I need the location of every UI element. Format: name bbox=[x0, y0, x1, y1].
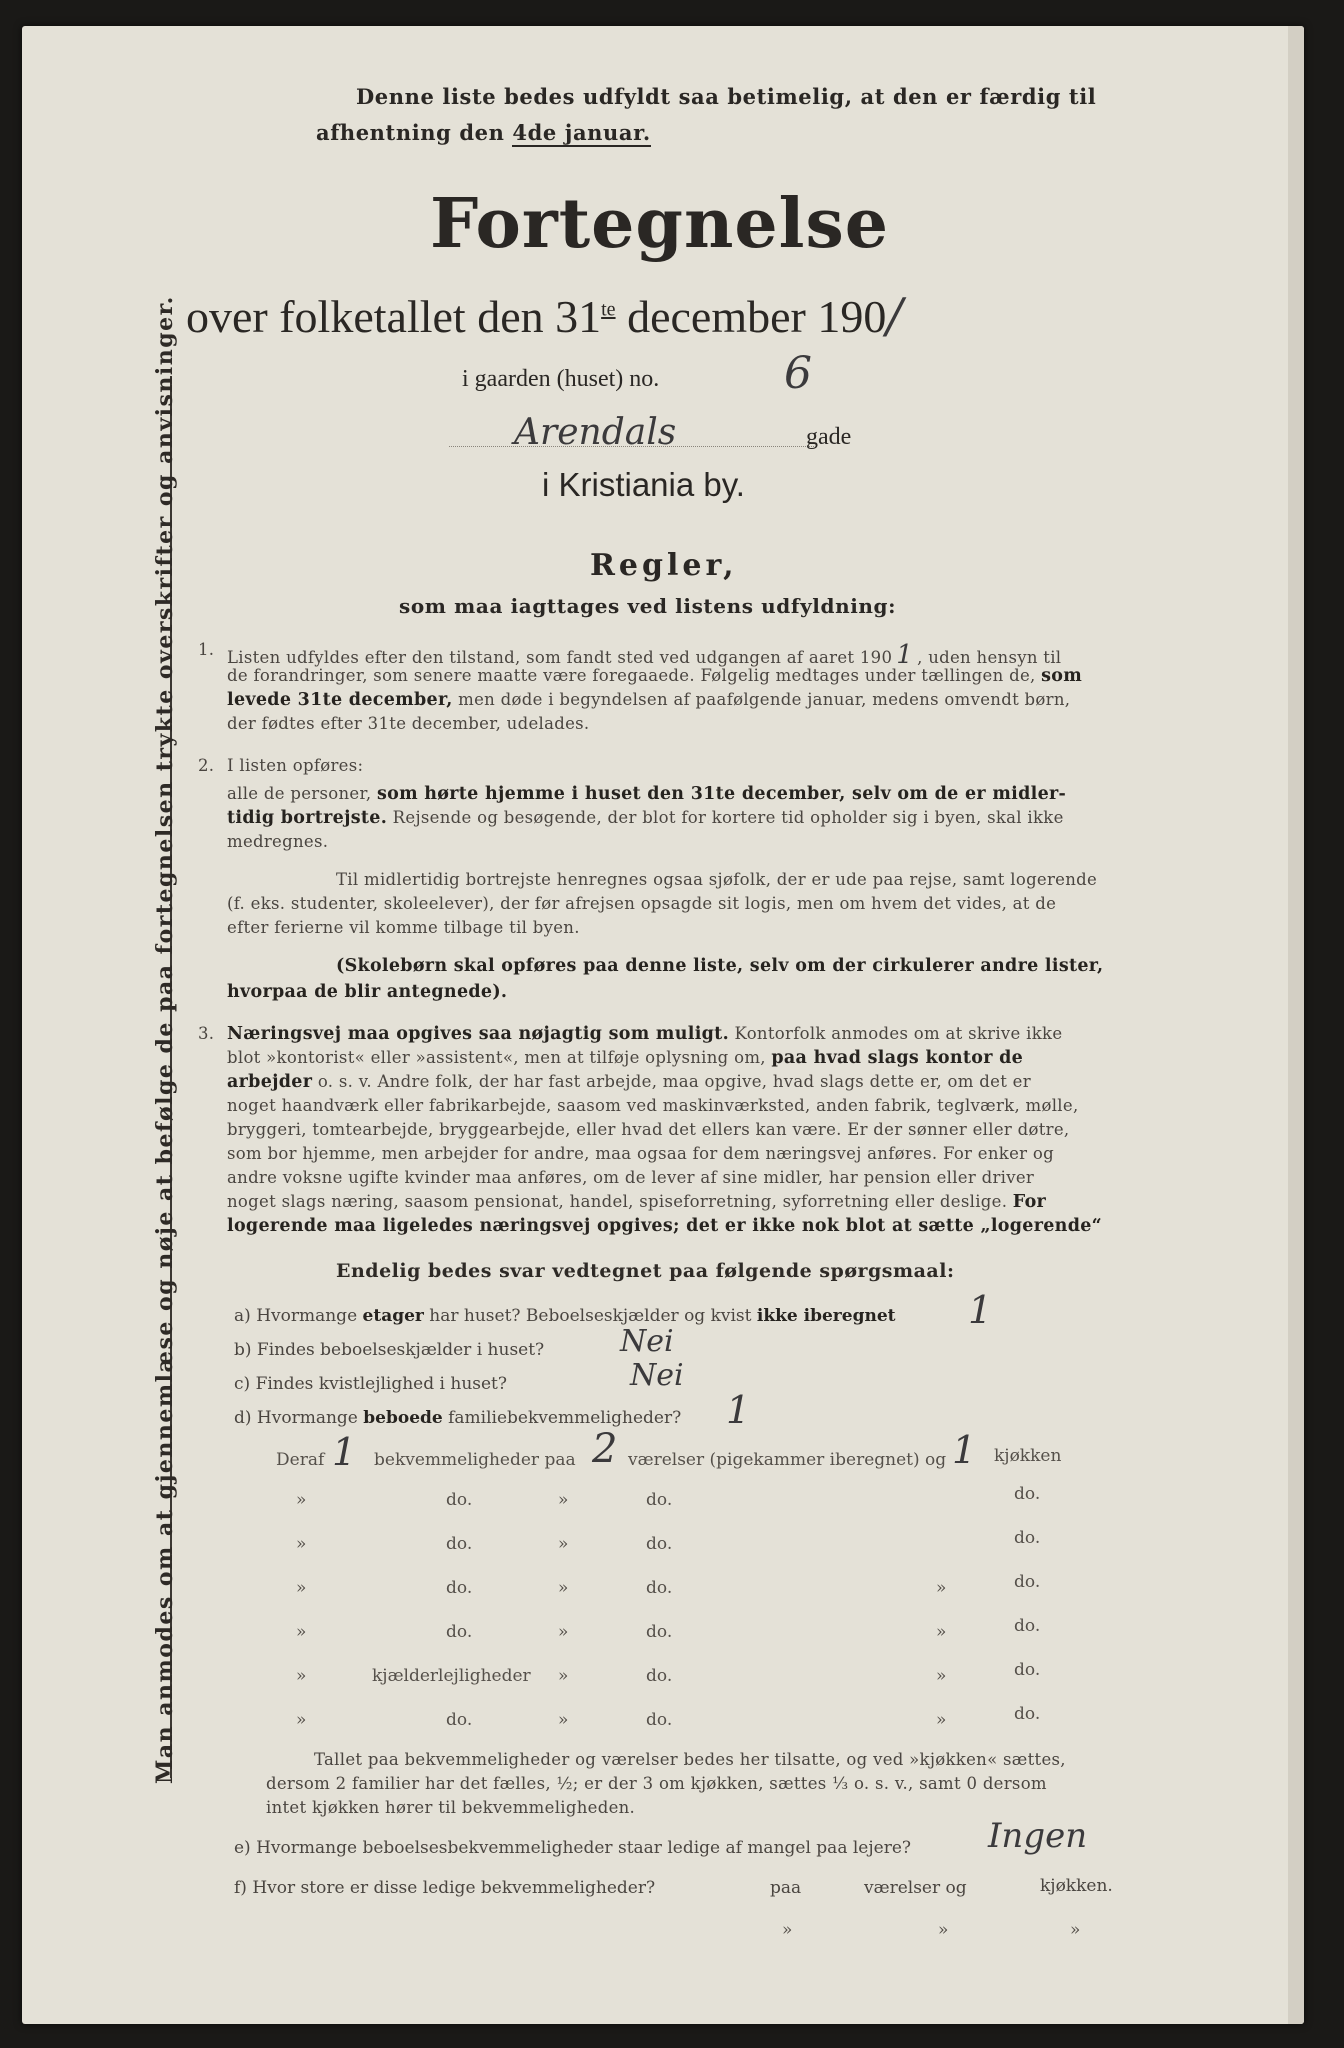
row-f-quote-1: » bbox=[782, 1920, 793, 1940]
question-f bbox=[234, 1878, 655, 1898]
census-form-sheet bbox=[22, 26, 1304, 2024]
row-4-quote: » bbox=[296, 1622, 307, 1642]
question-f-paa: paa bbox=[770, 1878, 802, 1898]
question-e-label: e) bbox=[234, 1838, 251, 1858]
rule-3-l1a: Næringsvej maa opgives saa nøjagtig som muligt. bbox=[227, 1024, 729, 1044]
deraf-count: 1 bbox=[332, 1430, 357, 1474]
rule-2-number: 2. bbox=[198, 756, 215, 775]
row-3-quote-3: » bbox=[936, 1578, 947, 1598]
question-f-text: Hvor store er disse ledige bekvemmeligheder? bbox=[252, 1878, 656, 1898]
question-d-pre: Hvormange bbox=[256, 1408, 358, 1428]
paper-edge bbox=[1288, 26, 1304, 2024]
rule-1-l3b: men døde i begyndelsen af paafølgende januar, medens omvendt børn, bbox=[458, 690, 1071, 709]
rule-2-line-1 bbox=[227, 784, 1066, 804]
rule-2-line-3: medregnes. bbox=[227, 832, 329, 851]
question-b bbox=[234, 1340, 544, 1360]
row-6-do-3: do. bbox=[1014, 1704, 1041, 1724]
rule-2-l7: (Skolebørn skal opføres paa denne liste, selv om der cirkulerer andre lister, bbox=[336, 956, 1104, 976]
row-5-quote-2: » bbox=[558, 1666, 569, 1686]
question-c-label: c) bbox=[234, 1374, 251, 1394]
row-1-quote: » bbox=[296, 1490, 307, 1510]
row-3-quote: » bbox=[296, 1578, 307, 1598]
rule-2-l2b: Rejsende og besøgende, der blot for kortere tid opholder sig i byen, skal ikke bbox=[392, 808, 1064, 827]
note-line-2: dersom 2 familier har det fælles, ½; er der 3 om kjøkken, sættes ⅓ o. s. v., samt 0 dersom bbox=[266, 1774, 1047, 1793]
row-5-do-3: do. bbox=[1014, 1660, 1041, 1680]
rule-1-l2b: som bbox=[1041, 666, 1083, 686]
question-a-pre: Hvormange bbox=[256, 1306, 358, 1326]
subtitle bbox=[186, 288, 903, 344]
rule-1-text: Listen udfyldes efter den tilstand, som fandt sted ved udgangen af aaret 190 bbox=[227, 648, 893, 667]
rule-2-line-6: efter ferierne vil komme tilbage til byen. bbox=[227, 918, 580, 937]
row-5-do-2: do. bbox=[646, 1666, 673, 1686]
deraf-label: Deraf bbox=[276, 1450, 325, 1470]
rule-3-l2a: blot »kontorist« eller »assistent«, men at tilføje oplysning om, bbox=[227, 1048, 766, 1067]
rule-2-line-5: (f. eks. studenter, skoleelever), der før afrejsen opsagde sit logis, men om hvem det vides, at de bbox=[227, 894, 1057, 913]
question-a bbox=[234, 1306, 896, 1326]
rule-2-line-7 bbox=[336, 956, 1103, 976]
row-6-quote-2: » bbox=[558, 1710, 569, 1730]
rule-2-line-4: Til midlertidig bortrejste henregnes ogsaa sjøfolk, der er ude paa rejse, samt logerende bbox=[336, 870, 1098, 889]
rule-2-intro: I listen opføres: bbox=[227, 756, 364, 775]
deraf-kitchens: 1 bbox=[952, 1428, 977, 1472]
rule-1-line-4: der fødtes efter 31te december, udelades. bbox=[227, 714, 590, 733]
rule-3-line-8 bbox=[227, 1192, 1046, 1212]
rule-3-l1b: Kontorfolk anmodes om at skrive ikke bbox=[734, 1024, 1063, 1043]
row-5-kjaelder: kjælderlejligheder bbox=[372, 1666, 531, 1686]
row-6-quote-3: » bbox=[936, 1710, 947, 1730]
row-5-quote-3: » bbox=[936, 1666, 947, 1686]
gaard-label: i gaarden (huset) no. bbox=[462, 366, 660, 392]
answer-d: 1 bbox=[726, 1388, 751, 1432]
rule-3-l9: logerende maa ligeledes næringsvej opgives; det er ikke nok blot at sætte „logerende“ bbox=[227, 1216, 1103, 1236]
rule-3-l2b: paa hvad slags kontor de bbox=[771, 1048, 1024, 1068]
rules-heading: Regler, bbox=[590, 548, 738, 583]
rule-1-line-3 bbox=[227, 690, 1070, 710]
rule-2-line-2 bbox=[227, 808, 1064, 828]
question-f-kjokken: kjøkken. bbox=[1040, 1876, 1113, 1896]
subtitle-prefix: over folketallet den 31 bbox=[186, 291, 602, 342]
question-d-label: d) bbox=[234, 1408, 252, 1428]
row-2-do-1: do. bbox=[446, 1534, 473, 1554]
answer-c: Nei bbox=[630, 1358, 684, 1393]
rule-2-l1a: alle de personer, bbox=[227, 784, 372, 803]
street-name: Arendals bbox=[514, 412, 677, 453]
question-e bbox=[234, 1838, 911, 1858]
note-line-3: intet kjøkken hører til bekvemmeligheden. bbox=[266, 1798, 636, 1817]
row-4-do-2: do. bbox=[646, 1622, 673, 1642]
rule-3-l3b: o. s. v. Andre folk, der har fast arbejde, maa opgive, hvad slags dette er, om det er bbox=[317, 1072, 1031, 1091]
rule-1-year-digit: 1 bbox=[896, 640, 914, 670]
notice-line-2-prefix: afhentning den bbox=[316, 120, 505, 145]
row-2-quote-2: » bbox=[558, 1534, 569, 1554]
question-a-bold: etager bbox=[362, 1306, 424, 1326]
subtitle-sup: te bbox=[601, 298, 616, 321]
question-c-text: Findes kvistlejlighed i huset? bbox=[255, 1374, 508, 1394]
answer-b: Nei bbox=[620, 1324, 674, 1359]
rule-1-l3a: levede 31te december, bbox=[227, 690, 453, 710]
row-1-quote-2: » bbox=[558, 1490, 569, 1510]
answer-a: 1 bbox=[968, 1288, 993, 1332]
rule-3-line-6: som bor hjemme, men arbejder for andre, maa ogsaa for dem næringsvej anføres. For enker og bbox=[227, 1144, 1054, 1163]
question-a-mid: har huset? Beboelseskjælder og kvist bbox=[429, 1306, 752, 1326]
rule-2-l8: hvorpaa de blir antegnede). bbox=[227, 982, 508, 1002]
questions-heading: Endelig bedes svar vedtegnet paa følgende spørgsmaal: bbox=[336, 1260, 955, 1282]
row-3-do-1: do. bbox=[446, 1578, 473, 1598]
year-digit-handwritten: / bbox=[886, 288, 903, 344]
question-f-vaer: værelser og bbox=[864, 1878, 967, 1898]
note-line-1: Tallet paa bekvemmeligheder og værelser bedes her tilsatte, og ved »kjøkken« sættes, bbox=[314, 1750, 1066, 1769]
row-2-quote: » bbox=[296, 1534, 307, 1554]
house-number: 6 bbox=[784, 348, 812, 399]
rule-3-number: 3. bbox=[198, 1024, 215, 1043]
notice-line-1: Denne liste bedes udfyldt saa betimelig, at den er færdig til bbox=[356, 84, 1097, 109]
page-title: Fortegnelse bbox=[430, 184, 890, 264]
row-3-do-2: do. bbox=[646, 1578, 673, 1598]
row-4-quote-3: » bbox=[936, 1622, 947, 1642]
row-f-quote-2: » bbox=[938, 1920, 949, 1940]
rule-2-l1b: som hørte hjemme i huset den 31te december, selv om de er midler- bbox=[376, 784, 1067, 804]
rule-1-number: 1. bbox=[198, 640, 215, 659]
rule-1-text-end: , uden hensyn til bbox=[917, 648, 1062, 667]
rule-2-l2a: tidig bortrejste. bbox=[227, 808, 388, 828]
row-5-quote: » bbox=[296, 1666, 307, 1686]
deraf-bekv: bekvemmeligheder paa bbox=[374, 1450, 576, 1470]
row-6-do-1: do. bbox=[446, 1710, 473, 1730]
rule-3-line-9 bbox=[227, 1216, 1102, 1236]
question-d-bold: beboede bbox=[363, 1408, 443, 1428]
deraf-kjokken: kjøkken bbox=[994, 1446, 1062, 1466]
row-2-do-2: do. bbox=[646, 1534, 673, 1554]
row-1-do-1: do. bbox=[446, 1490, 473, 1510]
row-2-do-3: do. bbox=[1014, 1528, 1041, 1548]
row-1-do-3: do. bbox=[1014, 1484, 1041, 1504]
side-instruction-note: Man anmodes om at gjennemlæse og nøje at befølge de paa fortegnelsen trykte overskrifter og anvisninger. bbox=[152, 295, 178, 1784]
question-b-text: Findes beboelseskjælder i huset? bbox=[256, 1340, 545, 1360]
rule-2-line-8 bbox=[227, 982, 507, 1002]
deraf-rooms: 2 bbox=[592, 1426, 618, 1472]
rules-subheading: som maa iagttages ved listens udfyldning: bbox=[399, 594, 897, 618]
rule-3-line-5: bryggeri, tomtearbejde, bryggearbejde, eller hvad det ellers kan være. Er der sønner eller døtre, bbox=[227, 1120, 1070, 1139]
notice-line-2 bbox=[316, 120, 651, 145]
rule-3-line-2 bbox=[227, 1048, 1023, 1068]
rule-3-line-4: noget haandværk eller fabrikarbejde, saasom ved maskinværksted, anden fabrik, teglværk, mølle, bbox=[227, 1096, 1079, 1115]
row-4-do-3: do. bbox=[1014, 1616, 1041, 1636]
question-f-label: f) bbox=[234, 1878, 247, 1898]
row-4-do-1: do. bbox=[446, 1622, 473, 1642]
question-b-label: b) bbox=[234, 1340, 252, 1360]
rule-3-line-3 bbox=[227, 1072, 1031, 1092]
row-6-quote: » bbox=[296, 1710, 307, 1730]
row-6-do-2: do. bbox=[646, 1710, 673, 1730]
rule-3-line-1 bbox=[227, 1024, 1062, 1044]
question-d-post: familiebekvemmeligheder? bbox=[448, 1408, 682, 1428]
question-c bbox=[234, 1374, 507, 1394]
question-d bbox=[234, 1408, 681, 1428]
rule-3-l8a: noget slags næring, saasom pensionat, handel, spiseforretning, syforretning eller deslige. bbox=[227, 1192, 1008, 1211]
row-1-do-2: do. bbox=[646, 1490, 673, 1510]
notice-date: 4de januar. bbox=[512, 120, 651, 145]
row-4-quote-2: » bbox=[558, 1622, 569, 1642]
row-3-do-3: do. bbox=[1014, 1572, 1041, 1592]
rule-1-l2a: de forandringer, som senere maatte være foregaaede. Følgelig medtages under tællingen de, bbox=[227, 666, 1036, 685]
row-3-quote-2: » bbox=[558, 1578, 569, 1598]
rule-3-line-7: andre voksne ugifte kvinder maa anføres, om de lever af sine midler, har pension eller driver bbox=[227, 1168, 1035, 1187]
question-a-bold2: ikke iberegnet bbox=[756, 1306, 896, 1326]
answer-e: Ingen bbox=[988, 1816, 1088, 1856]
question-a-label: a) bbox=[234, 1306, 251, 1326]
rule-1-line-2 bbox=[227, 666, 1082, 686]
rule-3-l8b: For bbox=[1012, 1192, 1047, 1212]
city: i Kristiania by. bbox=[542, 466, 745, 503]
deraf-vaer: værelser (pigekammer iberegnet) og bbox=[628, 1450, 947, 1470]
street-suffix: gade bbox=[806, 424, 852, 450]
subtitle-suffix: december 190 bbox=[627, 291, 887, 342]
question-e-text: Hvormange beboelsesbekvemmeligheder staar ledige af mangel paa lejere? bbox=[256, 1838, 911, 1858]
row-f-quote-3: » bbox=[1070, 1920, 1081, 1940]
rule-3-l3a: arbejder bbox=[227, 1072, 313, 1092]
